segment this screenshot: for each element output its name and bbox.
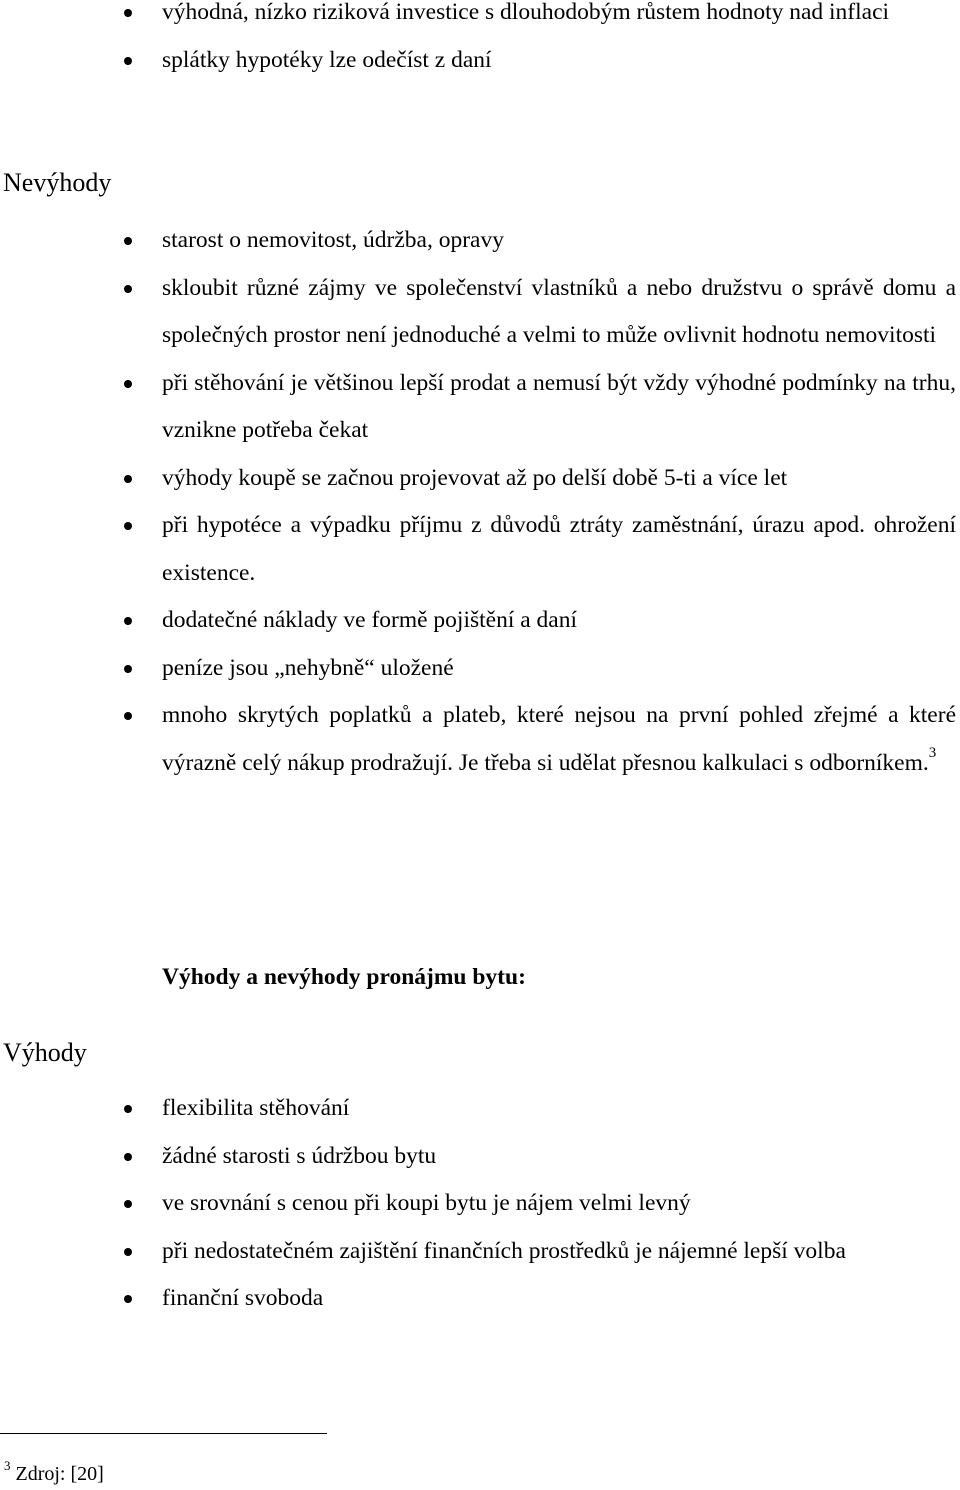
footnote-number: 3 <box>4 1458 11 1474</box>
bullet-icon <box>124 665 132 673</box>
list-item: výhodná, nízko riziková investice s dlouhodobým růstem hodnoty nad inflaci <box>0 0 960 37</box>
list-item: výhody koupě se začnou projevovat až po delší době 5-ti a více let <box>0 455 960 503</box>
bullet-icon <box>124 1200 132 1208</box>
footnote <box>4 1460 104 1488</box>
list-item: dodatečné náklady ve formě pojištění a daní <box>0 597 960 645</box>
heading-vyhody: Výhody <box>3 1038 87 1067</box>
footnote-text: Zdroj: [20] <box>15 1463 104 1485</box>
bullet-icon <box>124 1153 132 1161</box>
list-item: žádné starosti s údržbou bytu <box>0 1133 960 1181</box>
section-title-pronajem: Výhody a nevýhody pronájmu bytu: <box>162 964 526 990</box>
list-item: starost o nemovitost, údržba, opravy <box>0 217 960 265</box>
bullet-icon <box>124 237 132 245</box>
list-top <box>0 0 960 84</box>
bullet-icon <box>124 1248 132 1256</box>
list-item: při nedostatečném zajištění finančních prostředků je nájemné lepší volba <box>0 1228 960 1276</box>
bullet-icon <box>124 9 132 17</box>
list-item: při hypotéce a výpadku příjmu z důvodů ztráty zaměstnání, úrazu apod. ohrožení existence. <box>0 502 960 597</box>
list-item: splátky hypotéky lze odečíst z daní <box>0 37 960 85</box>
bullet-icon <box>124 712 132 720</box>
list-nevyhody <box>0 217 960 787</box>
list-item: peníze jsou „nehybně“ uložené <box>0 645 960 693</box>
footnote-separator <box>0 1433 327 1434</box>
bullet-icon <box>124 57 132 65</box>
heading-nevyhody: Nevýhody <box>3 168 112 197</box>
list-item: skloubit různé zájmy ve společenství vlastníků a nebo družstvu o správě domu a společných prostor není jednoduché a velmi to může ovlivnit hodnotu nemovitosti <box>0 265 960 360</box>
bullet-icon <box>124 475 132 483</box>
list-item: flexibilita stěhování <box>0 1085 960 1133</box>
bullet-icon <box>124 617 132 625</box>
bullet-icon <box>124 1105 132 1113</box>
list-item: ve srovnání s cenou při koupi bytu je nájem velmi levný <box>0 1180 960 1228</box>
list-item: při stěhování je většinou lepší prodat a nemusí být vždy výhodné podmínky na trhu, vznikne potřeba čekat <box>0 360 960 455</box>
bullet-icon <box>124 380 132 388</box>
footnote-reference[interactable]: 3 <box>928 744 937 761</box>
bullet-icon <box>124 1295 132 1303</box>
list-item: mnoho skrytých poplatků a plateb, které nejsou na první pohled zřejmé a které výrazně celý nákup prodražují. Je třeba si udělat přesnou kalkulaci s odborníkem.$^3$ <box>0 692 960 787</box>
bullet-icon <box>124 522 132 530</box>
bullet-icon <box>124 285 132 293</box>
list-item: finanční svoboda <box>0 1275 960 1323</box>
list-vyhody <box>0 1085 960 1323</box>
